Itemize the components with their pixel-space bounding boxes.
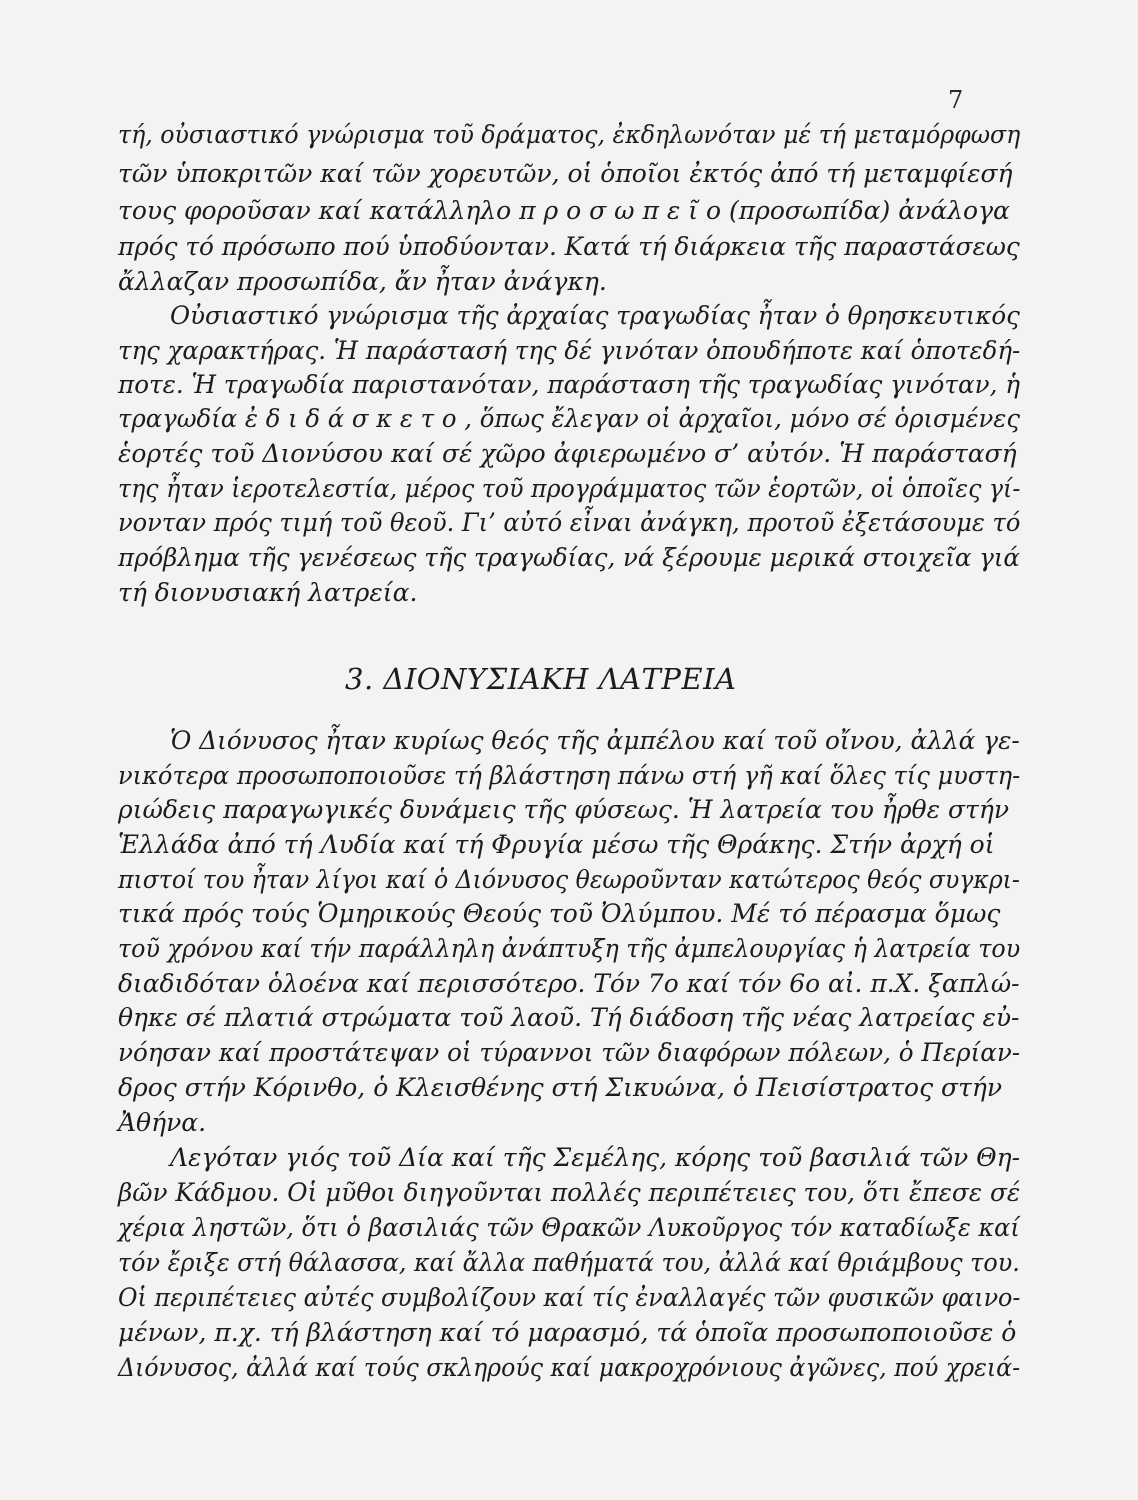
page-number: 7	[948, 86, 964, 114]
text-line: Ὁ Διόνυσος ἦταν κυρίως θεός τῆς ἀμπέλου καί τοῦ οἴνου, ἀλλά γε-	[170, 726, 1020, 755]
section-heading: 3. ΔΙΟΝΥΣΙΑΚΗ ΛΑΤΡΕΙΑ	[345, 662, 737, 696]
text-line: τή διονυσιακή λατρεία.	[118, 578, 418, 607]
text-line: Λεγόταν γιός τοῦ Δία καί τῆς Σεμέλης, κόρης τοῦ βασιλιά τῶν Θη-	[170, 1143, 1021, 1172]
text-line: Οἱ περιπέτειες αὐτές συμβολίζουν καί τίς ἐναλλαγές τῶν φυσικῶν φαινο-	[118, 1283, 1021, 1312]
text-line: διαδιδόταν ὁλοένα καί περισσότερο. Τόν 7ο καί τόν 6ο αἰ. π.Χ. ξαπλώ-	[118, 969, 1020, 998]
text-line: νονταν πρός τιμή τοῦ θεοῦ. Γι’ αὐτό εἶναι ἀνάγκη, προτοῦ ἐξετάσουμε τό	[118, 508, 1021, 537]
text-line: Διόνυσος, ἀλλά καί τούς σκληρούς καί μακροχρόνιους ἀγῶνες, πού χρειά-	[118, 1353, 1021, 1382]
text-line: τικά πρός τούς Ὁμηρικούς Θεούς τοῦ Ὀλύμπου. Μέ τό πέρασμα ὅμως	[118, 899, 1001, 928]
text-line: χέρια ληστῶν, ὅτι ὁ βασιλιάς τῶν Θρακῶν Λυκοῦργος τόν καταδίωξε καί	[118, 1213, 1020, 1242]
text-line: μένων, π.χ. τή βλάστηση καί τό μαρασμό, τά ὁποῖα προσωποποιοῦσε ὁ	[118, 1318, 1017, 1347]
text-line: ἑορτές τοῦ Διονύσου καί σέ χῶρο ἀφιερωμένο σ’ αὐτόν. Ἡ παράστασή	[118, 439, 1017, 468]
text-line: Οὐσιαστικό γνώρισμα τῆς ἀρχαίας τραγωδίας ἦταν ὁ θρησκευτικός	[170, 301, 1020, 330]
text-line: της ἦταν ἱεροτελεστία, μέρος τοῦ προγράμματος τῶν ἑορτῶν, οἱ ὁποῖες γί-	[118, 474, 1021, 503]
text-line: ποτε. Ἡ τραγωδία παριστανόταν, παράσταση τῆς τραγωδίας γινόταν, ἡ	[118, 370, 1021, 399]
text-line: δρος στήν Κόρινθο, ὁ Κλεισθένης στή Σικυώνα, ὁ Πεισίστρατος στήν	[118, 1073, 1003, 1102]
text-line: της χαρακτήρας. Ἡ παράστασή της δέ γινόταν ὁπουδήποτε καί ὁποτεδή-	[118, 336, 1021, 365]
text-line: Ἀθήνα.	[118, 1108, 207, 1137]
text-line: ἄλλαζαν προσωπίδα, ἄν ἦταν ἀνάγκη.	[118, 267, 607, 296]
text-line: τῶν ὑποκριτῶν καί τῶν χορευτῶν, οἱ ὁποῖοι ἐκτός ἀπό τή μεταμφίεσή	[118, 159, 1013, 188]
text-line: τοῦ χρόνου καί τήν παράλληλη ἀνάπτυξη τῆς ἀμπελουργίας ἡ λατρεία του	[118, 934, 1021, 963]
text-line: πρόβλημα τῆς γενέσεως τῆς τραγωδίας, νά ξέρουμε μερικά στοιχεῖα γιά	[118, 543, 1020, 572]
text-line: ριώδεις παραγωγικές δυνάμεις τῆς φύσεως. Ἡ λατρεία του ἦρθε στήν	[118, 795, 1010, 824]
text-line: τους φοροῦσαν καί κατάλληλο π ρ ο σ ω π ε ῖ ο (προσωπίδα) ἀνάλογα	[118, 196, 1010, 225]
text-line: πρός τό πρόσωπο πού ὑποδύονταν. Κατά τή διάρκεια τῆς παραστάσεως	[118, 232, 1020, 261]
text-line: Ἑλλάδα ἀπό τή Λυδία καί τή Φρυγία μέσω τῆς Θράκης. Στήν ἀρχή οἱ	[118, 830, 995, 859]
text-line: νόησαν καί προστάτεψαν οἱ τύραννοι τῶν διαφόρων πόλεων, ὁ Περίαν-	[118, 1038, 1021, 1067]
text-line: τή, οὐσιαστικό γνώρισμα τοῦ δράματος, ἐκδηλωνόταν μέ τή μεταμόρφωση	[118, 120, 1021, 149]
text-line: τραγωδία ἐ δ ι δ ά σ κ ε τ ο , ὅπως ἔλεγαν οἱ ἀρχαῖοι, μόνο σέ ὁρισμένες	[118, 404, 1020, 433]
text-line: θηκε σέ πλατιά στρώματα τοῦ λαοῦ. Τή διάδοση τῆς νέας λατρείας εὐ-	[118, 1003, 1020, 1032]
text-line: νικότερα προσωποποιοῦσε τή βλάστηση πάνω στή γῆ καί ὅλες τίς μυστη-	[118, 761, 1021, 790]
text-line: βῶν Κάδμου. Οἱ μῦθοι διηγοῦνται πολλές περιπέτειες του, ὅτι ἔπεσε σέ	[118, 1178, 1021, 1207]
text-line: τόν ἔριξε στή θάλασσα, καί ἄλλα παθήματά του, ἀλλά καί θριάμβους του.	[118, 1248, 1020, 1277]
text-line: πιστοί του ἦταν λίγοι καί ὁ Διόνυσος θεωροῦνταν κατώτερος θεός συγκρι-	[118, 865, 1020, 894]
